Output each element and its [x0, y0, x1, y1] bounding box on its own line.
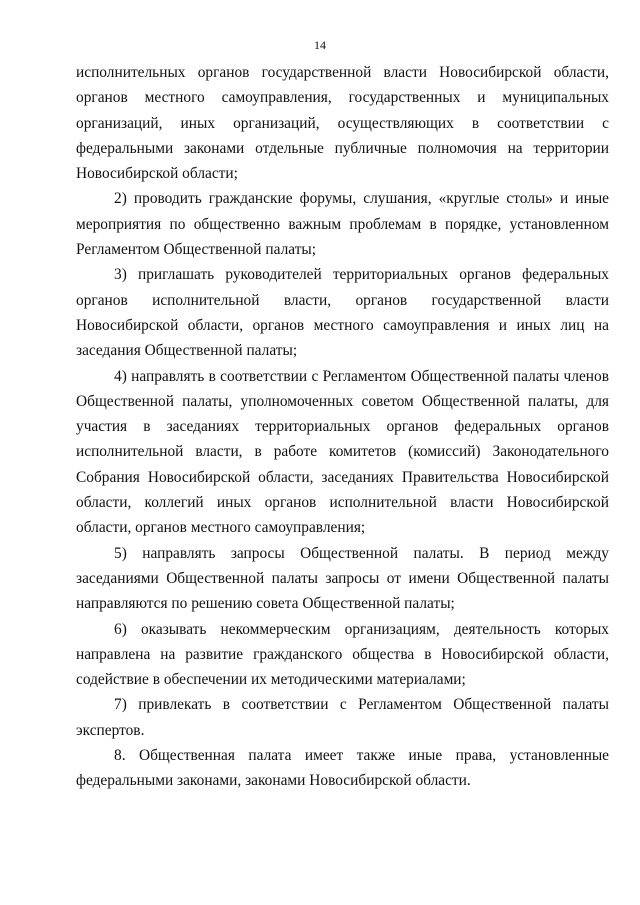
document-body [76, 60, 609, 794]
paragraph-section-8: 8. Общественная палата имеет также иные права, установленные федеральными законами, законами Новосибирской области. [76, 747, 609, 790]
paragraph-item-5: 5) направлять запросы Общественной палаты. В период между заседаниями Общественной палаты запросы от имени Общественной палаты направляются по решению совета Общественной палаты; [76, 544, 609, 613]
paragraph-continuation: исполнительных органов государственной власти Новосибирской области, органов местного самоуправления, государственных и муниципальных организаций, иных организаций, осуществляющих в соответствии с федеральными законами отдельные публичные полномочия на территории Новосибирской области; [76, 64, 609, 183]
paragraph-item-6: 6) оказывать некоммерческим организациям, деятельность которых направлена на развитие гражданского общества в Новосибирской области, содействие в обеспечении их методическими материалами; [76, 620, 609, 689]
paragraph-item-2: 2) проводить гражданские форумы, слушания, «круглые столы» и иные мероприятия по общественно важным проблемам в порядке, установленном Регламентом Общественной палаты; [76, 190, 609, 259]
paragraph-item-4: 4) направлять в соответствии с Регламентом Общественной палаты членов Общественной палаты, уполномоченных советом Общественной палаты, для участия в заседаниях территориальных органов федеральных органов исполнительной власти, в работе комитетов (комиссий) Законодательного Собрания Новосибирской области, заседаниях Правительства Новосибирской области, коллегий иных органов исполнительной власти Новосибирской области, органов местного самоуправления; [76, 367, 609, 537]
paragraph-item-3: 3) приглашать руководителей территориальных органов федеральных органов исполнительной власти, органов государственной власти Новосибирской области, органов местного самоуправления и иных лиц на заседания Общественной палаты; [76, 266, 609, 360]
paragraph-item-7: 7) привлекать в соответствии с Регламентом Общественной палаты экспертов. [76, 696, 609, 739]
page-number: 14 [314, 38, 326, 52]
